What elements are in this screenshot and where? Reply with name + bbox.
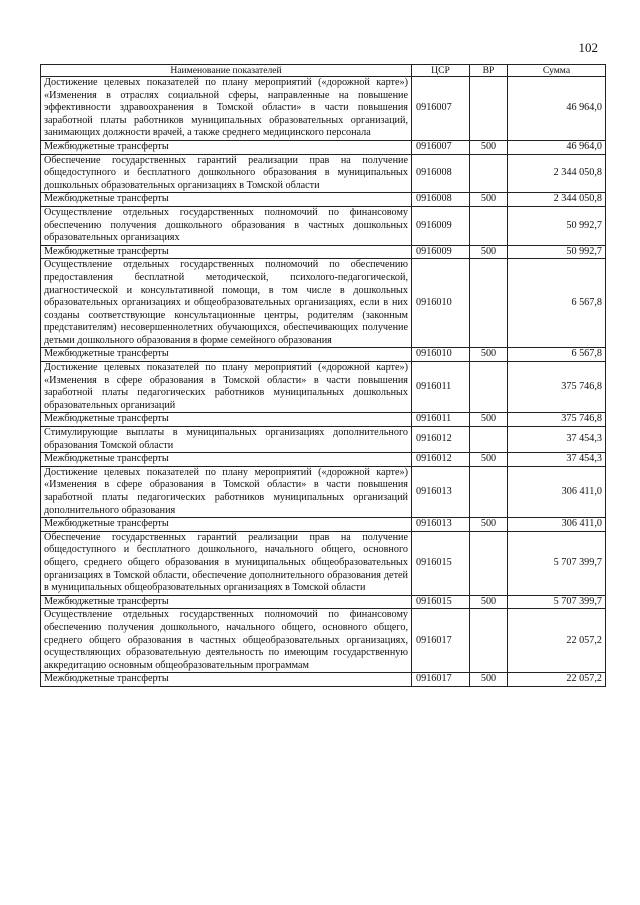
row-sum: 2 344 050,8 [508, 154, 606, 193]
row-vr [470, 206, 508, 245]
row-sum: 46 964,0 [508, 140, 606, 154]
row-sum: 22 057,2 [508, 609, 606, 673]
row-name: Обеспечение государственных гарантий реализации прав на получение общедоступного и бесплатного дошкольного образования в муниципальных дошкольных образовательных организациях в Томской области [41, 154, 412, 193]
table-row [41, 193, 606, 207]
header-vr: ВР [470, 65, 508, 77]
row-sum: 5 707 399,7 [508, 595, 606, 609]
row-csr: 0916017 [412, 609, 470, 673]
row-vr [470, 362, 508, 413]
row-name: Межбюджетные трансферты [41, 193, 412, 207]
table-row [41, 466, 606, 517]
row-csr: 0916013 [412, 466, 470, 517]
row-vr: 500 [470, 595, 508, 609]
row-sum: 306 411,0 [508, 518, 606, 532]
table-row [41, 673, 606, 687]
row-name: Межбюджетные трансферты [41, 140, 412, 154]
row-csr: 0916008 [412, 193, 470, 207]
row-csr: 0916013 [412, 518, 470, 532]
row-csr: 0916010 [412, 259, 470, 348]
row-name: Обеспечение государственных гарантий реализации прав на получение общедоступного и бесплатного дошкольного, начального общего, основного общего, среднего общего образования в муниципальных общеобразовательных организациях в Томской области, обеспечение дополнительного образования детей в муниципальных общеобразовательных организациях в Томской области [41, 531, 412, 595]
row-name: Стимулирующие выплаты в муниципальных организациях дополнительного образования Томской области [41, 427, 412, 453]
row-name: Межбюджетные трансферты [41, 595, 412, 609]
row-name: Межбюджетные трансферты [41, 348, 412, 362]
row-name: Достижение целевых показателей по плану мероприятий («дорожной карте») «Изменения в сфере образования в Томской области» в части повышения заработной платы педагогических работников муниципальных организаций дополнительного образования [41, 466, 412, 517]
row-sum: 5 707 399,7 [508, 531, 606, 595]
table-row [41, 140, 606, 154]
row-name: Межбюджетные трансферты [41, 673, 412, 687]
row-vr [470, 609, 508, 673]
row-name: Межбюджетные трансферты [41, 413, 412, 427]
row-vr: 500 [470, 413, 508, 427]
row-vr: 500 [470, 673, 508, 687]
row-name: Осуществление отдельных государственных полномочий по финансовому обеспечению получения дошкольного образования в частных дошкольных образовательных организациях [41, 206, 412, 245]
budget-table [40, 64, 606, 687]
row-vr: 500 [470, 453, 508, 467]
table-row [41, 427, 606, 453]
row-name: Межбюджетные трансферты [41, 518, 412, 532]
table-row [41, 206, 606, 245]
row-name: Достижение целевых показателей по плану мероприятий («дорожной карте») «Изменения в отраслях социальной сферы, направленные на повышение эффективности здравоохранения в Томской области» в части повышения заработной платы работников муниципальных образовательных организаций, занимающих должности врачей, а также среднего медицинского персонала [41, 77, 412, 141]
row-sum: 2 344 050,8 [508, 193, 606, 207]
table-row [41, 154, 606, 193]
row-vr: 500 [470, 518, 508, 532]
row-sum: 22 057,2 [508, 673, 606, 687]
row-vr [470, 154, 508, 193]
table-row [41, 245, 606, 259]
row-sum: 6 567,8 [508, 348, 606, 362]
row-name: Достижение целевых показателей по плану мероприятий («дорожной карте») «Изменения в сфере образования в Томской области» в части повышения заработной платы педагогических работников муниципальных дошкольных образовательных организаций [41, 362, 412, 413]
row-vr: 500 [470, 140, 508, 154]
row-csr: 0916008 [412, 154, 470, 193]
table-row [41, 77, 606, 141]
row-csr: 0916007 [412, 140, 470, 154]
row-name: Осуществление отдельных государственных полномочий по обеспечению предоставления бесплатной методической, психолого-педагогической, диагностической и консультативной помощи, в том числе в дошкольных образовательных организациях и общеобразовательных организациях, если в них созданы соответствующие консультационные центры, родителям (законным представителям) несовершеннолетних обучающихся, обеспечивающих получение детьми дошкольного образования в форме семейного образования [41, 259, 412, 348]
row-vr [470, 427, 508, 453]
row-sum: 50 992,7 [508, 206, 606, 245]
row-csr: 0916010 [412, 348, 470, 362]
row-sum: 37 454,3 [508, 453, 606, 467]
row-sum: 37 454,3 [508, 427, 606, 453]
row-vr [470, 531, 508, 595]
row-csr: 0916011 [412, 413, 470, 427]
table-row [41, 259, 606, 348]
row-sum: 306 411,0 [508, 466, 606, 517]
table-row [41, 413, 606, 427]
row-name: Осуществление отдельных государственных полномочий по финансовому обеспечению получения дошкольного, начального общего, основного общего, среднего общего образования в частных общеобразовательных организациях, осуществляющих образовательную деятельность по имеющим государственную аккредитацию основным общеобразовательным программам [41, 609, 412, 673]
row-name: Межбюджетные трансферты [41, 453, 412, 467]
table-row [41, 362, 606, 413]
row-sum: 375 746,8 [508, 413, 606, 427]
page-number: 102 [578, 40, 598, 55]
table-row [41, 453, 606, 467]
table-row [41, 595, 606, 609]
row-vr [470, 77, 508, 141]
row-csr: 0916017 [412, 673, 470, 687]
row-vr: 500 [470, 193, 508, 207]
row-name: Межбюджетные трансферты [41, 245, 412, 259]
row-vr [470, 259, 508, 348]
row-csr: 0916011 [412, 362, 470, 413]
table-row [41, 348, 606, 362]
row-csr: 0916012 [412, 427, 470, 453]
row-csr: 0916009 [412, 245, 470, 259]
header-sum: Сумма [508, 65, 606, 77]
row-csr: 0916007 [412, 77, 470, 141]
table-header-row [41, 65, 606, 77]
row-sum: 375 746,8 [508, 362, 606, 413]
row-csr: 0916009 [412, 206, 470, 245]
row-sum: 46 964,0 [508, 77, 606, 141]
header-csr: ЦСР [412, 65, 470, 77]
header-name: Наименование показателей [41, 65, 412, 77]
row-vr: 500 [470, 348, 508, 362]
table-row [41, 609, 606, 673]
row-vr: 500 [470, 245, 508, 259]
row-csr: 0916015 [412, 595, 470, 609]
row-vr [470, 466, 508, 517]
table-row [41, 531, 606, 595]
row-csr: 0916012 [412, 453, 470, 467]
row-csr: 0916015 [412, 531, 470, 595]
row-sum: 6 567,8 [508, 259, 606, 348]
row-sum: 50 992,7 [508, 245, 606, 259]
table-row [41, 518, 606, 532]
